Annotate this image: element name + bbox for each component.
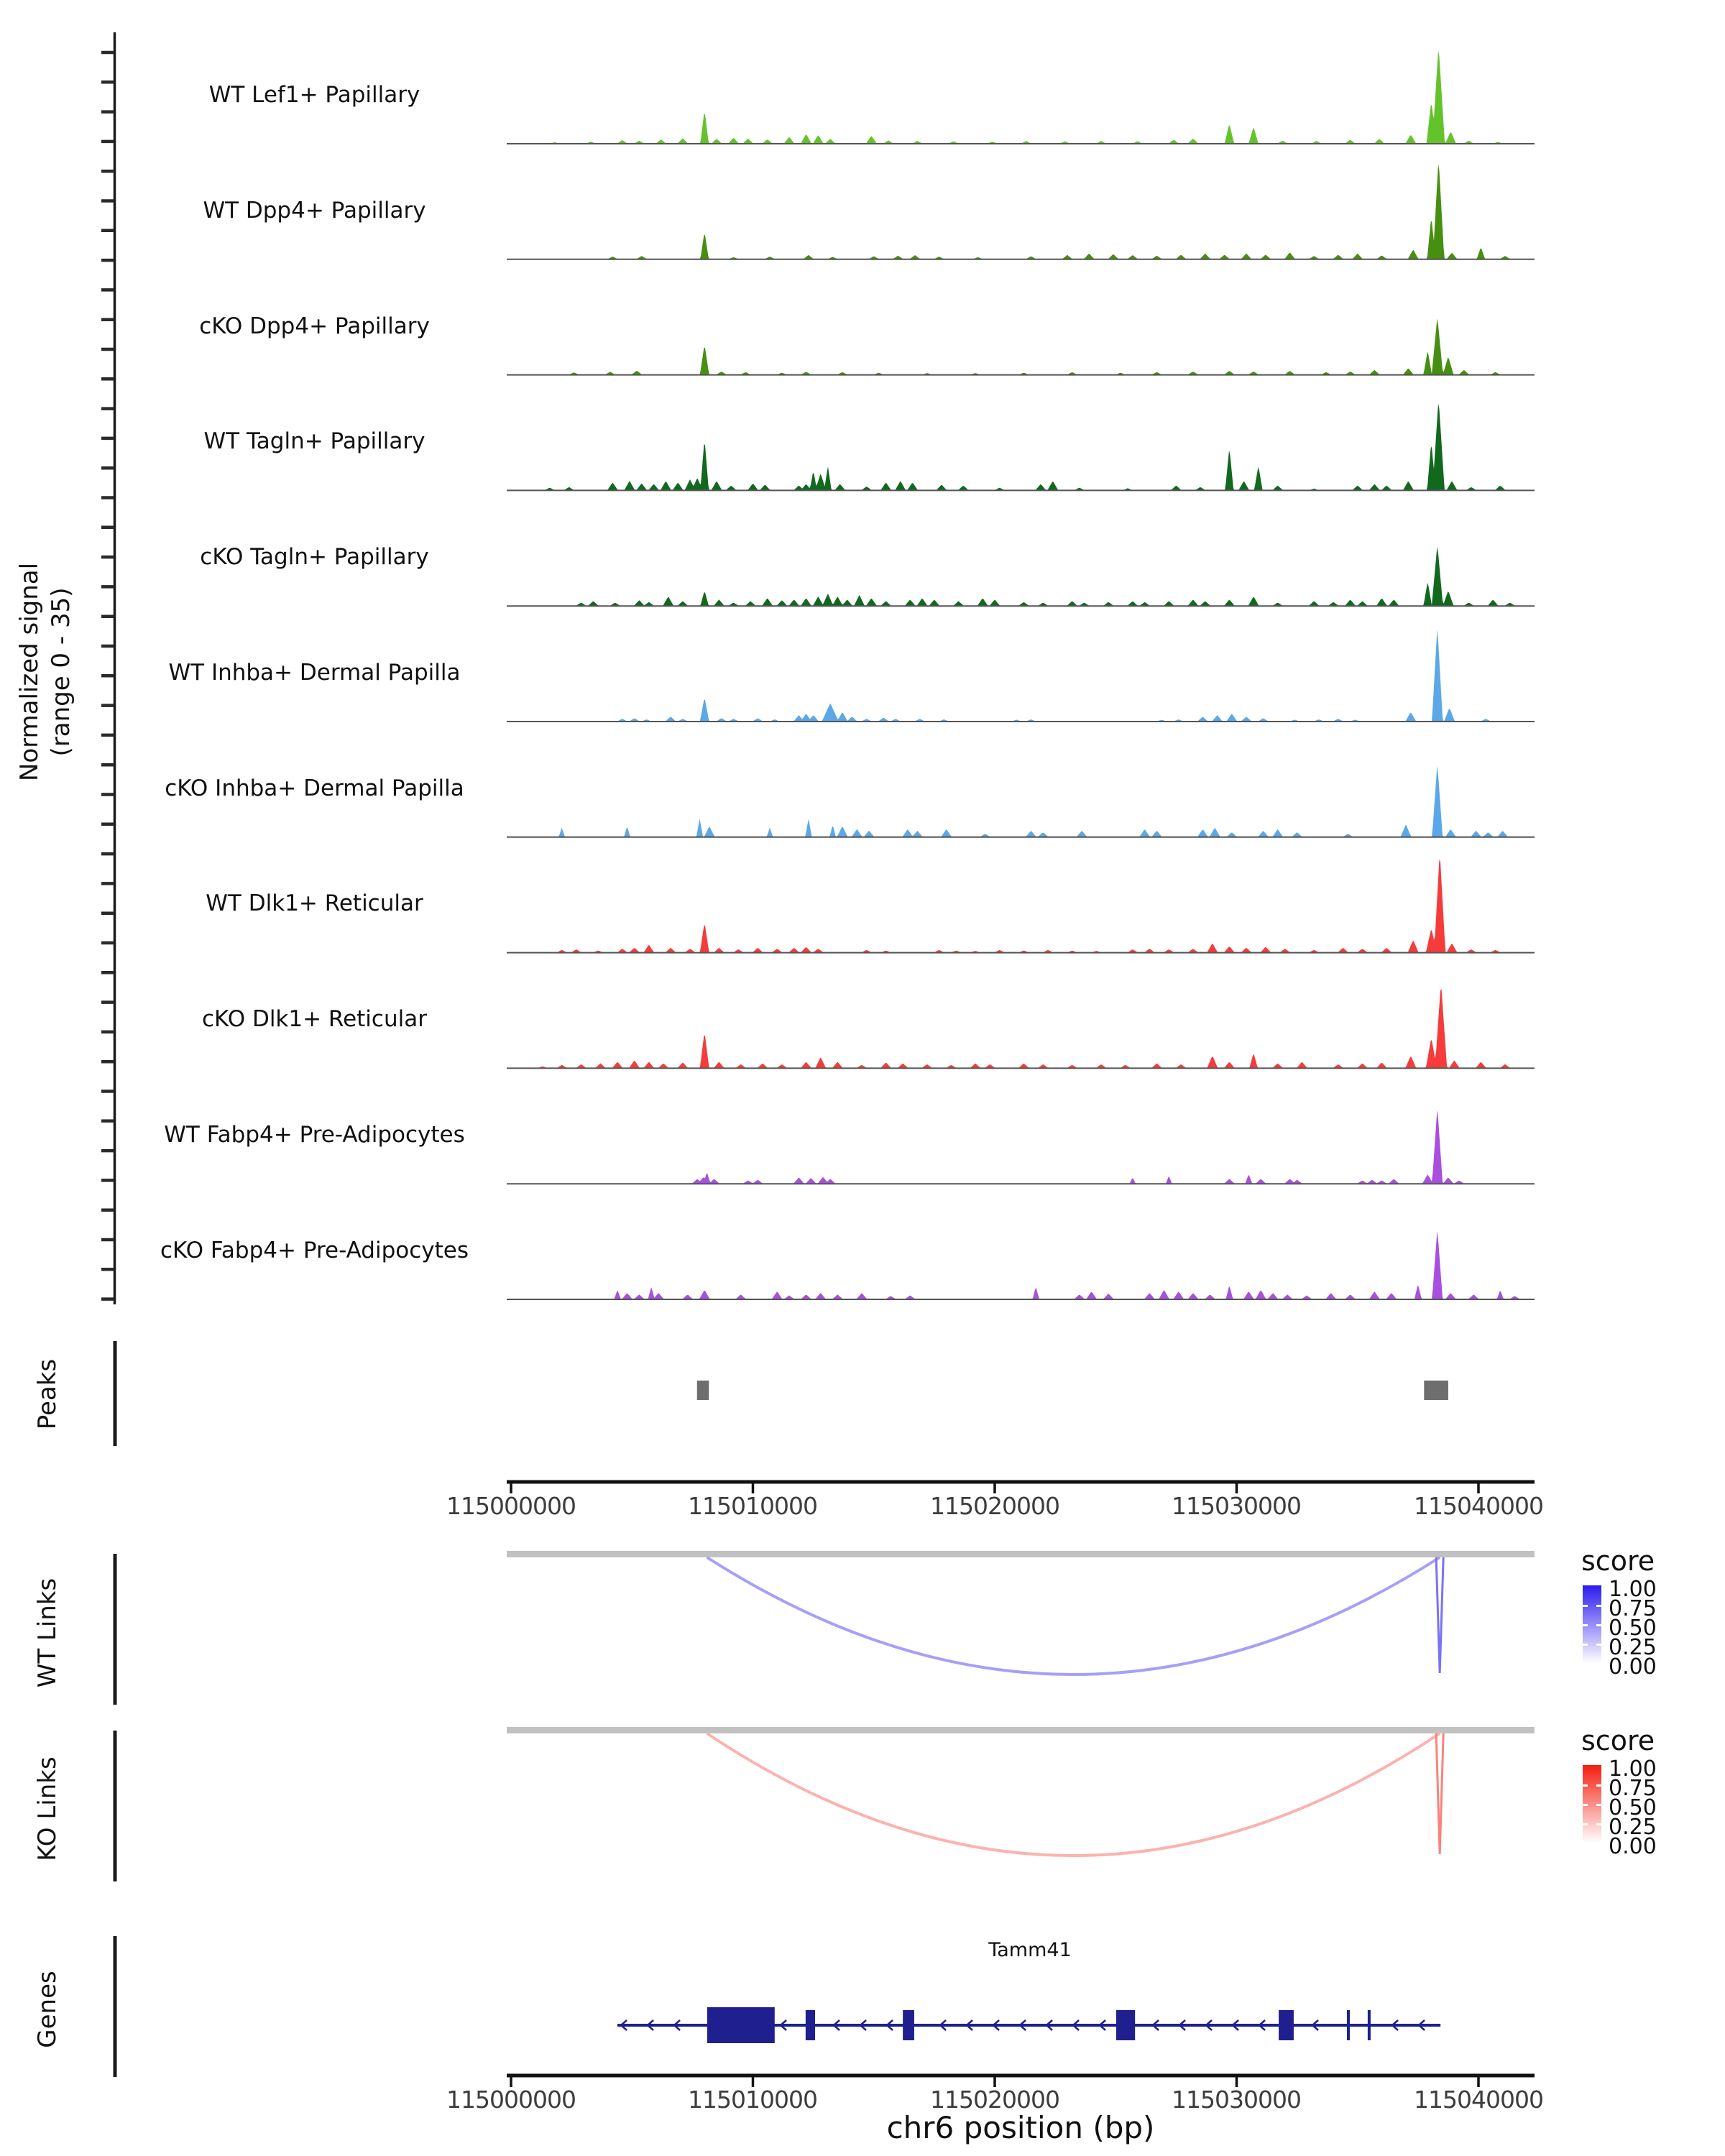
wt-score-gradient-bar (1583, 1585, 1601, 1663)
wt-score-0.25: 0.25 (1609, 1635, 1657, 1660)
axis1-tick-115000000: 115000000 (446, 1492, 576, 1520)
track-label-wt-fabp4: WT Fabp4+ Pre-Adipocytes (164, 1122, 465, 1148)
ko-gradient-tick-25-right (1596, 1823, 1601, 1825)
x-axis-label: chr6 position (bp) (886, 2110, 1155, 2145)
gene-name-tamm41: Tamm41 (988, 1939, 1072, 1961)
ko-score-1.00: 1.00 (1609, 1756, 1657, 1782)
axis2-tick-115040000: 115040000 (1414, 2086, 1543, 2114)
ko-score-0.50: 0.50 (1609, 1795, 1657, 1820)
wt-score-0.50: 0.50 (1609, 1616, 1657, 1641)
track-label-wt-tagln: WT Tagln+ Papillary (203, 428, 426, 454)
axis2-tick-115000000: 115000000 (446, 2086, 576, 2114)
ko-gradient-tick-50-right (1596, 1804, 1601, 1806)
wt-score-0.75: 0.75 (1609, 1596, 1657, 1621)
wt-gradient-tick-75-right (1596, 1605, 1601, 1607)
wt-links-section-label: WT Links (33, 1577, 62, 1688)
genes-section-label: Genes (33, 1971, 62, 2048)
track-label-cko-fabp4: cKO Fabp4+ Pre-Adipocytes (160, 1238, 469, 1263)
wt-gradient-tick-25-left (1583, 1644, 1588, 1646)
wt-score-1.00: 1.00 (1609, 1577, 1657, 1602)
track-label-wt-dlk1: WT Dlk1+ Reticular (206, 890, 423, 916)
ko-gradient-tick-50-left (1583, 1804, 1588, 1806)
wt-score-0.00: 0.00 (1609, 1654, 1657, 1680)
track-label-cko-dlk1: cKO Dlk1+ Reticular (202, 1006, 427, 1032)
ko-score-gradient-bar (1583, 1765, 1601, 1843)
y-axis-label-line1: Normalized signal (15, 562, 44, 782)
wt-gradient-tick-50-right (1596, 1624, 1601, 1626)
axis1-tick-115030000: 115030000 (1172, 1492, 1301, 1520)
track-label-wt-lef1: WT Lef1+ Papillary (208, 82, 420, 108)
y-axis-label (14, 420, 77, 923)
wt-gradient-tick-25-right (1596, 1644, 1601, 1646)
ko-score-0.25: 0.25 (1609, 1815, 1657, 1840)
track-label-cko-dpp4: cKO Dpp4+ Papillary (199, 313, 430, 339)
axis2-tick-115030000: 115030000 (1172, 2086, 1301, 2114)
ko-score-legend-title: score (1581, 1725, 1655, 1756)
ko-gradient-tick-25-left (1583, 1823, 1588, 1825)
axis1-tick-115010000: 115010000 (688, 1492, 817, 1520)
wt-gradient-tick-75-left (1583, 1605, 1588, 1607)
peaks-section-label: Peaks (33, 1358, 62, 1430)
ko-gradient-tick-75-right (1596, 1784, 1601, 1787)
axis1-tick-115020000: 115020000 (930, 1492, 1059, 1520)
track-label-cko-tagln: cKO Tagln+ Papillary (200, 544, 429, 570)
axis2-tick-115010000: 115010000 (688, 2086, 817, 2114)
ko-links-section-label: KO Links (33, 1756, 62, 1861)
track-label-wt-dpp4: WT Dpp4+ Papillary (203, 198, 426, 224)
axis2-tick-115020000: 115020000 (930, 2086, 1059, 2114)
y-axis-label-line2: (range 0 - 35) (47, 587, 75, 757)
track-label-wt-inhba: WT Inhba+ Dermal Papilla (168, 660, 461, 686)
ko-score-0.75: 0.75 (1609, 1776, 1657, 1801)
ko-gradient-tick-75-left (1583, 1784, 1588, 1787)
track-label-cko-inhba: cKO Inhba+ Dermal Papilla (165, 775, 464, 801)
ko-score-0.00: 0.00 (1609, 1834, 1657, 1859)
wt-score-legend-title: score (1581, 1545, 1655, 1577)
wt-gradient-tick-50-left (1583, 1624, 1588, 1626)
axis1-tick-115040000: 115040000 (1414, 1492, 1543, 1520)
